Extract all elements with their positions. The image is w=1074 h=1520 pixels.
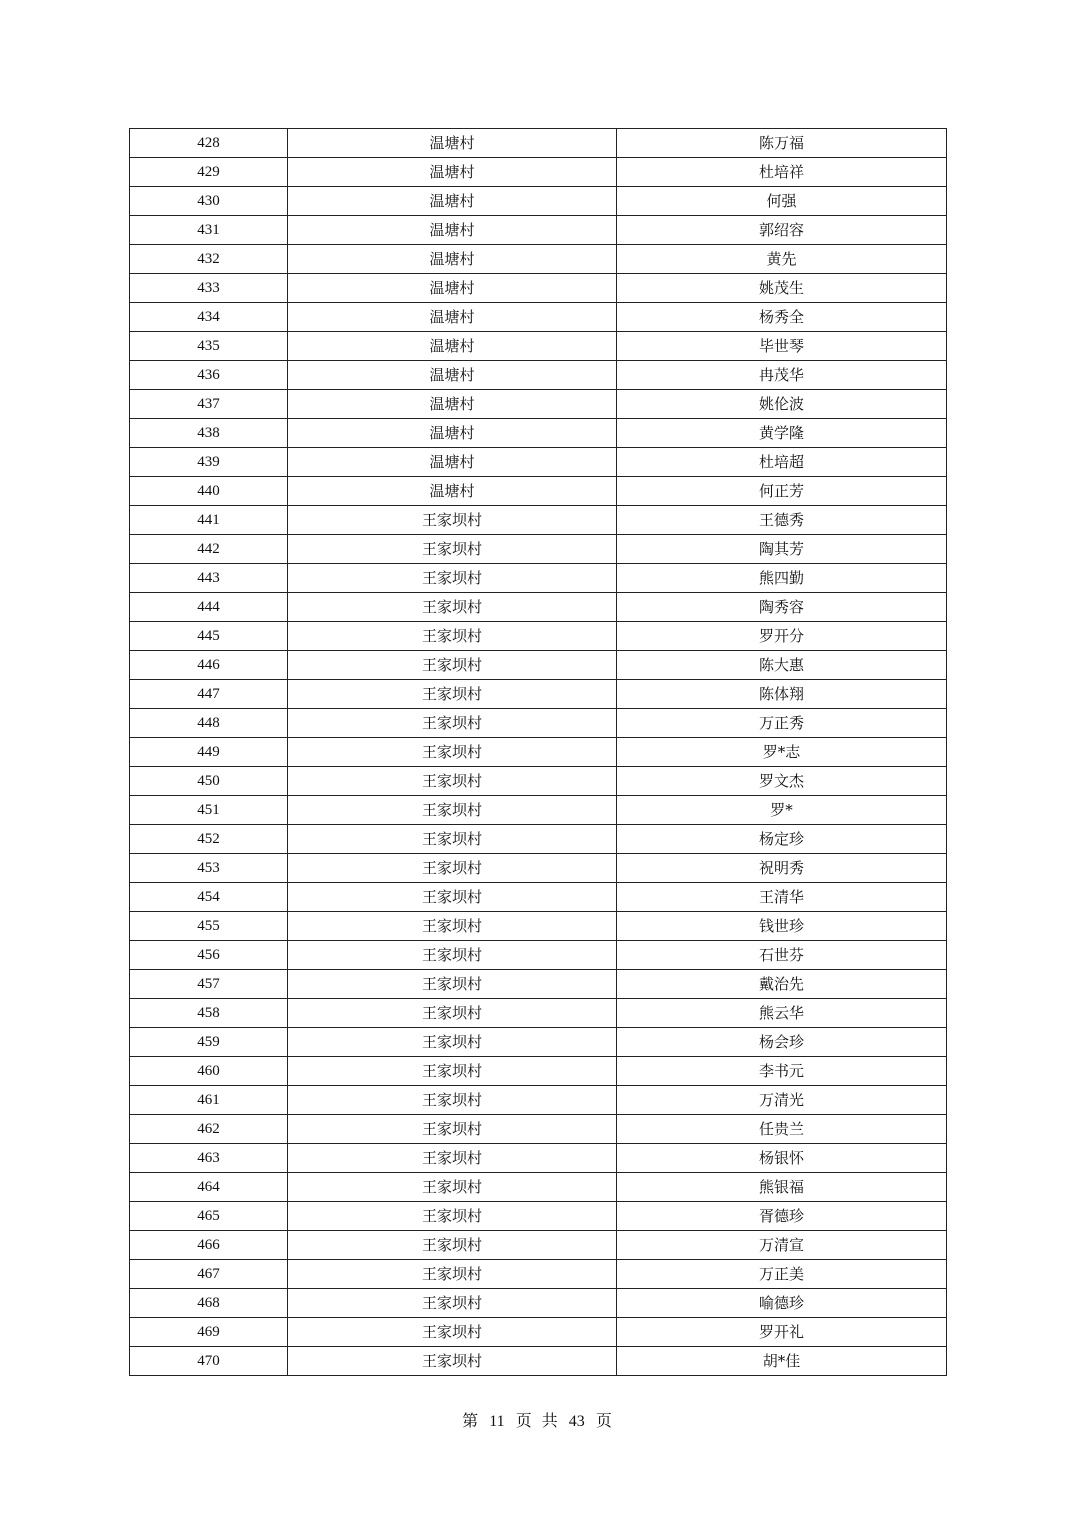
name-cell: 熊银福	[617, 1173, 947, 1202]
row-number-cell: 435	[130, 332, 288, 361]
village-cell: 王家坝村	[288, 1028, 617, 1057]
row-number-cell: 469	[130, 1318, 288, 1347]
table-row	[130, 854, 947, 883]
table-row	[130, 709, 947, 738]
name-cell: 陈大惠	[617, 651, 947, 680]
table-row	[130, 332, 947, 361]
name-cell: 王德秀	[617, 506, 947, 535]
village-cell: 王家坝村	[288, 1144, 617, 1173]
row-number-cell: 430	[130, 187, 288, 216]
name-cell: 罗开礼	[617, 1318, 947, 1347]
village-cell: 温塘村	[288, 477, 617, 506]
village-cell: 温塘村	[288, 216, 617, 245]
table-row	[130, 448, 947, 477]
table-row	[130, 419, 947, 448]
name-cell: 姚茂生	[617, 274, 947, 303]
name-cell: 陶秀容	[617, 593, 947, 622]
row-number-cell: 456	[130, 941, 288, 970]
name-cell: 杜培超	[617, 448, 947, 477]
row-number-cell: 446	[130, 651, 288, 680]
village-cell: 王家坝村	[288, 825, 617, 854]
village-cell: 温塘村	[288, 245, 617, 274]
row-number-cell: 445	[130, 622, 288, 651]
table-row	[130, 1202, 947, 1231]
village-cell: 王家坝村	[288, 1318, 617, 1347]
footer-prefix: 第	[462, 1413, 479, 1430]
village-cell: 王家坝村	[288, 680, 617, 709]
row-number-cell: 431	[130, 216, 288, 245]
village-cell: 王家坝村	[288, 883, 617, 912]
name-cell: 罗开分	[617, 622, 947, 651]
table-row	[130, 1057, 947, 1086]
table-row	[130, 1289, 947, 1318]
village-cell: 王家坝村	[288, 1173, 617, 1202]
village-cell: 王家坝村	[288, 999, 617, 1028]
row-number-cell: 457	[130, 970, 288, 999]
row-number-cell: 432	[130, 245, 288, 274]
village-cell: 王家坝村	[288, 1086, 617, 1115]
village-cell: 王家坝村	[288, 1289, 617, 1318]
village-cell: 温塘村	[288, 274, 617, 303]
village-cell: 王家坝村	[288, 506, 617, 535]
table-row	[130, 912, 947, 941]
row-number-cell: 433	[130, 274, 288, 303]
village-cell: 王家坝村	[288, 564, 617, 593]
village-cell: 王家坝村	[288, 1347, 617, 1376]
name-cell: 陈万福	[617, 129, 947, 158]
village-cell: 王家坝村	[288, 1260, 617, 1289]
name-cell: 毕世琴	[617, 332, 947, 361]
village-cell: 温塘村	[288, 390, 617, 419]
row-number-cell: 436	[130, 361, 288, 390]
table-row	[130, 593, 947, 622]
row-number-cell: 443	[130, 564, 288, 593]
table-row	[130, 274, 947, 303]
name-cell: 熊四勤	[617, 564, 947, 593]
row-number-cell: 455	[130, 912, 288, 941]
village-cell: 王家坝村	[288, 651, 617, 680]
table-row	[130, 1028, 947, 1057]
table-row	[130, 1115, 947, 1144]
table-row	[130, 1144, 947, 1173]
row-number-cell: 463	[130, 1144, 288, 1173]
table-row	[130, 390, 947, 419]
table-row	[130, 999, 947, 1028]
footer-middle: 页 共	[515, 1413, 558, 1430]
row-number-cell: 464	[130, 1173, 288, 1202]
name-cell: 黄先	[617, 245, 947, 274]
row-number-cell: 454	[130, 883, 288, 912]
table-row	[130, 535, 947, 564]
name-cell: 祝明秀	[617, 854, 947, 883]
table-row	[130, 796, 947, 825]
table-row	[130, 303, 947, 332]
row-number-cell: 462	[130, 1115, 288, 1144]
row-number-cell: 444	[130, 593, 288, 622]
name-cell: 任贵兰	[617, 1115, 947, 1144]
village-cell: 王家坝村	[288, 767, 617, 796]
village-cell: 王家坝村	[288, 796, 617, 825]
row-number-cell: 439	[130, 448, 288, 477]
table-row	[130, 477, 947, 506]
name-cell: 石世芬	[617, 941, 947, 970]
row-number-cell: 461	[130, 1086, 288, 1115]
table-row	[130, 1086, 947, 1115]
row-number-cell: 451	[130, 796, 288, 825]
table-row	[130, 941, 947, 970]
village-cell: 王家坝村	[288, 854, 617, 883]
table-row	[130, 825, 947, 854]
village-cell: 温塘村	[288, 158, 617, 187]
name-cell: 陈体翔	[617, 680, 947, 709]
village-cell: 王家坝村	[288, 1202, 617, 1231]
village-cell: 温塘村	[288, 303, 617, 332]
name-cell: 胥德珍	[617, 1202, 947, 1231]
row-number-cell: 453	[130, 854, 288, 883]
table-row	[130, 1231, 947, 1260]
footer-suffix: 页	[595, 1413, 612, 1430]
table-row	[130, 970, 947, 999]
row-number-cell: 470	[130, 1347, 288, 1376]
row-number-cell: 468	[130, 1289, 288, 1318]
row-number-cell: 429	[130, 158, 288, 187]
name-cell: 郭绍容	[617, 216, 947, 245]
footer-total-pages: 43	[568, 1413, 585, 1430]
table-row	[130, 187, 947, 216]
table-row	[130, 158, 947, 187]
table-row	[130, 1318, 947, 1347]
row-number-cell: 441	[130, 506, 288, 535]
name-cell: 冉茂华	[617, 361, 947, 390]
name-cell: 钱世珍	[617, 912, 947, 941]
row-number-cell: 449	[130, 738, 288, 767]
village-cell: 王家坝村	[288, 738, 617, 767]
village-cell: 温塘村	[288, 361, 617, 390]
table-row	[130, 216, 947, 245]
village-cell: 温塘村	[288, 419, 617, 448]
name-cell: 李书元	[617, 1057, 947, 1086]
village-cell: 王家坝村	[288, 1115, 617, 1144]
name-cell: 戴治先	[617, 970, 947, 999]
table-row	[130, 680, 947, 709]
name-cell: 何强	[617, 187, 947, 216]
roster-table	[129, 128, 947, 1376]
footer-current-page: 11	[489, 1413, 505, 1430]
table-row	[130, 738, 947, 767]
table-row	[130, 361, 947, 390]
village-cell: 王家坝村	[288, 1057, 617, 1086]
village-cell: 王家坝村	[288, 622, 617, 651]
name-cell: 喻德珍	[617, 1289, 947, 1318]
row-number-cell: 465	[130, 1202, 288, 1231]
table-row	[130, 651, 947, 680]
village-cell: 王家坝村	[288, 912, 617, 941]
name-cell: 杜培祥	[617, 158, 947, 187]
name-cell: 姚伦波	[617, 390, 947, 419]
table-row	[130, 564, 947, 593]
table-row	[130, 129, 947, 158]
table-row	[130, 245, 947, 274]
village-cell: 王家坝村	[288, 970, 617, 999]
name-cell: 胡*佳	[617, 1347, 947, 1376]
row-number-cell: 460	[130, 1057, 288, 1086]
name-cell: 万正秀	[617, 709, 947, 738]
row-number-cell: 452	[130, 825, 288, 854]
name-cell: 万清宣	[617, 1231, 947, 1260]
name-cell: 黄学隆	[617, 419, 947, 448]
table-row	[130, 1260, 947, 1289]
row-number-cell: 434	[130, 303, 288, 332]
village-cell: 王家坝村	[288, 593, 617, 622]
name-cell: 罗文杰	[617, 767, 947, 796]
row-number-cell: 438	[130, 419, 288, 448]
name-cell: 陶其芳	[617, 535, 947, 564]
table-row	[130, 622, 947, 651]
row-number-cell: 442	[130, 535, 288, 564]
village-cell: 王家坝村	[288, 941, 617, 970]
table-row	[130, 767, 947, 796]
table-row	[130, 883, 947, 912]
name-cell: 杨定珍	[617, 825, 947, 854]
village-cell: 王家坝村	[288, 535, 617, 564]
village-cell: 王家坝村	[288, 709, 617, 738]
name-cell: 杨秀全	[617, 303, 947, 332]
name-cell: 万正美	[617, 1260, 947, 1289]
name-cell: 熊云华	[617, 999, 947, 1028]
table-row	[130, 1173, 947, 1202]
table-row	[130, 506, 947, 535]
table-row	[130, 1347, 947, 1376]
name-cell: 万清光	[617, 1086, 947, 1115]
row-number-cell: 458	[130, 999, 288, 1028]
name-cell: 罗*志	[617, 738, 947, 767]
row-number-cell: 448	[130, 709, 288, 738]
village-cell: 温塘村	[288, 129, 617, 158]
row-number-cell: 440	[130, 477, 288, 506]
row-number-cell: 459	[130, 1028, 288, 1057]
name-cell: 杨会珍	[617, 1028, 947, 1057]
village-cell: 温塘村	[288, 332, 617, 361]
name-cell: 罗*	[617, 796, 947, 825]
row-number-cell: 437	[130, 390, 288, 419]
page-footer	[0, 1410, 1074, 1433]
row-number-cell: 447	[130, 680, 288, 709]
name-cell: 杨银怀	[617, 1144, 947, 1173]
village-cell: 温塘村	[288, 448, 617, 477]
village-cell: 王家坝村	[288, 1231, 617, 1260]
row-number-cell: 428	[130, 129, 288, 158]
name-cell: 何正芳	[617, 477, 947, 506]
row-number-cell: 450	[130, 767, 288, 796]
village-cell: 温塘村	[288, 187, 617, 216]
row-number-cell: 466	[130, 1231, 288, 1260]
roster-table-body	[130, 129, 947, 1376]
row-number-cell: 467	[130, 1260, 288, 1289]
name-cell: 王清华	[617, 883, 947, 912]
